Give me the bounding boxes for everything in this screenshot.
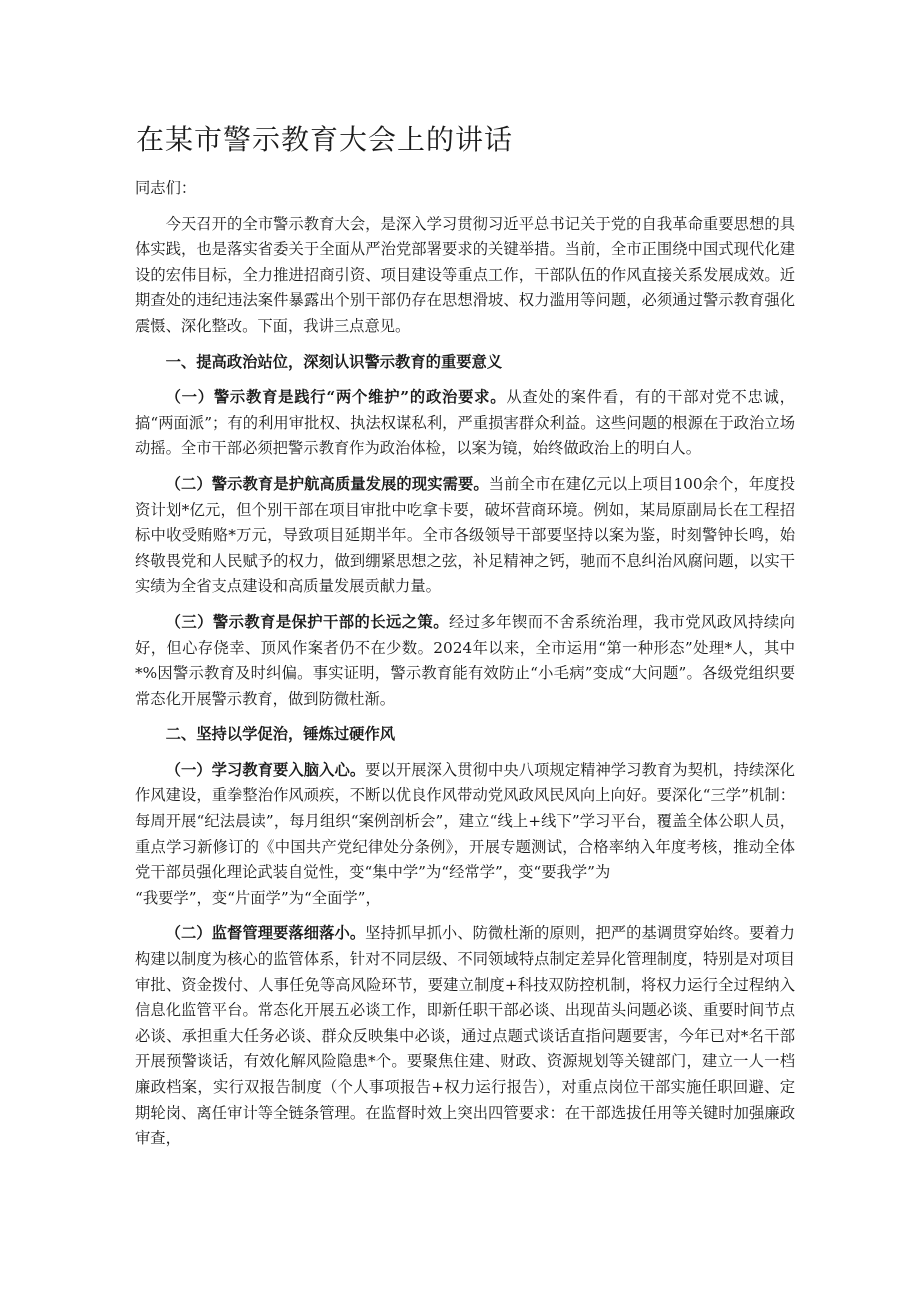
section-1-heading: 一、提高政治站位，深刻认识警示教育的重要意义: [165, 352, 503, 371]
section-1-item-1: [135, 385, 795, 462]
section-1-item-2-text: 当前全市在建亿元以上项目100余个，年度投资计划*亿元，但个别干部在项目审批中吃拿卡要，破坏营商环境。例如，某局原副局长在工程招标中收受贿赂*万元，导致项目延期半年。全市各级领导干部要坚持以案为鉴，时刻警钟长鸣，始终敬畏党和人民赋予的权力，做到绷紧思想之弦，补足精神之钙，驰而不息纠治风腐问题，以实干实绩为全省支点建设和高质量发展贡献力量。: [135, 474, 795, 596]
document-body: [135, 176, 795, 1162]
greeting: 同志们：: [135, 179, 197, 197]
section-2-item-1-continuation: “我要学”，变“片面学”为“全面学”，: [135, 888, 381, 907]
section-1-item-2: [135, 472, 795, 600]
document-title: 在某市警示教育大会上的讲话: [136, 123, 514, 156]
section-1-item-2-lead: （二）警示教育是护航高质量发展的现实需要。: [165, 474, 489, 493]
section-1-item-1-lead: （一）警示教育是践行“两个维护”的政治要求。: [165, 388, 507, 407]
section-1-item-3: [135, 610, 795, 712]
section-2-item-2: [135, 921, 795, 1151]
section-2-item-2-lead: （二）监督管理要落细落小。: [165, 924, 366, 943]
section-1-item-3-text: 经过多年锲而不舍系统治理，我市党风政风持续向好，但心存侥幸、顶风作案者仍不在少数。2024年以来，全市运用“第一种形态”处理*人，其中*%因警示教育及时纠偏。事实证明，警示教育能有效防止“小毛病”变成“大问题”。各级党组织要常态化开展警示教育，做到防微杜渐。: [135, 612, 795, 708]
intro-paragraph: 今天召开的全市警示教育大会，是深入学习贯彻习近平总书记关于党的自我革命重要思想的具体实践，也是落实省委关于全面从严治党部署要求的关键举措。当前，全市正围绕中国式现代化建设的宏伟目标，全力推进招商引资、项目建设等重点工作，干部队伍的作风直接关系发展成效。近期查处的违纪违法案件暴露出个别干部仍存在思想滑坡、权力滥用等问题，必须通过警示教育强化震慑、深化整改。下面，我讲三点意见。: [135, 214, 795, 335]
section-1-item-3-lead: （三）警示教育是保护干部的长远之策。: [165, 612, 450, 631]
section-2-item-1: [135, 758, 795, 886]
section-2-heading: 二、坚持以学促治，锤炼过硬作风: [165, 725, 396, 744]
section-2-item-2-text: 坚持抓早抓小、防微杜渐的原则，把严的基调贯穿始终。要着力构建以制度为核心的监管体系，针对不同层级、不同领域特点制定差异化管理制度，特别是对项目审批、资金拨付、人事任免等高风险环节，要建立制度+科技双防控机制，将权力运行全过程纳入信息化监管平台。常态化开展五必谈工作，即新任职干部必谈、出现苗头问题必谈、重要时间节点必谈、承担重大任务必谈、群众反映集中必谈，通过点题式谈话直指问题要害，今年已对*名干部开展预警谈话，有效化解风险隐患*个。要聚焦住建、财政、资源规划等关键部门，建立一人一档廉政档案，实行双报告制度（个人事项报告+权力运行报告），对重点岗位干部实施任职回避、定期轮岗、离任审计等全链条管理。在监督时效上突出四管要求：在干部选拔任用等关键时加强廉政审查，: [135, 924, 795, 1148]
section-1-item-1-text: 从查处的案件看，有的干部对党不忠诚，搞“两面派”；有的利用审批权、执法权谋私利，严重损害群众利益。这些问题的根源在于政治立场动摇。全市干部必须把警示教育作为政治体检，以案为镜，始终做政治上的明白人。: [135, 388, 795, 458]
section-2-item-1-lead: （一）学习教育要入脑入心。: [165, 760, 366, 779]
section-2-item-1-text: 要以开展深入贯彻中央八项规定精神学习教育为契机，持续深化作风建设，重拳整治作风顽疾，不断以优良作风带动党风政风民风向上向好。要深化“三学”机制：每周开展“纪法晨读”，每月组织“案例剖析会”，建立“线上+线下”学习平台，覆盖全体公职人员，重点学习新修订的《中国共产党纪律处分条例》，开展专题测试，合格率纳入年度考核，推动全体党干部员强化理论武装自觉性，变“集中学”为“经常学”，变“要我学”为: [135, 760, 795, 882]
